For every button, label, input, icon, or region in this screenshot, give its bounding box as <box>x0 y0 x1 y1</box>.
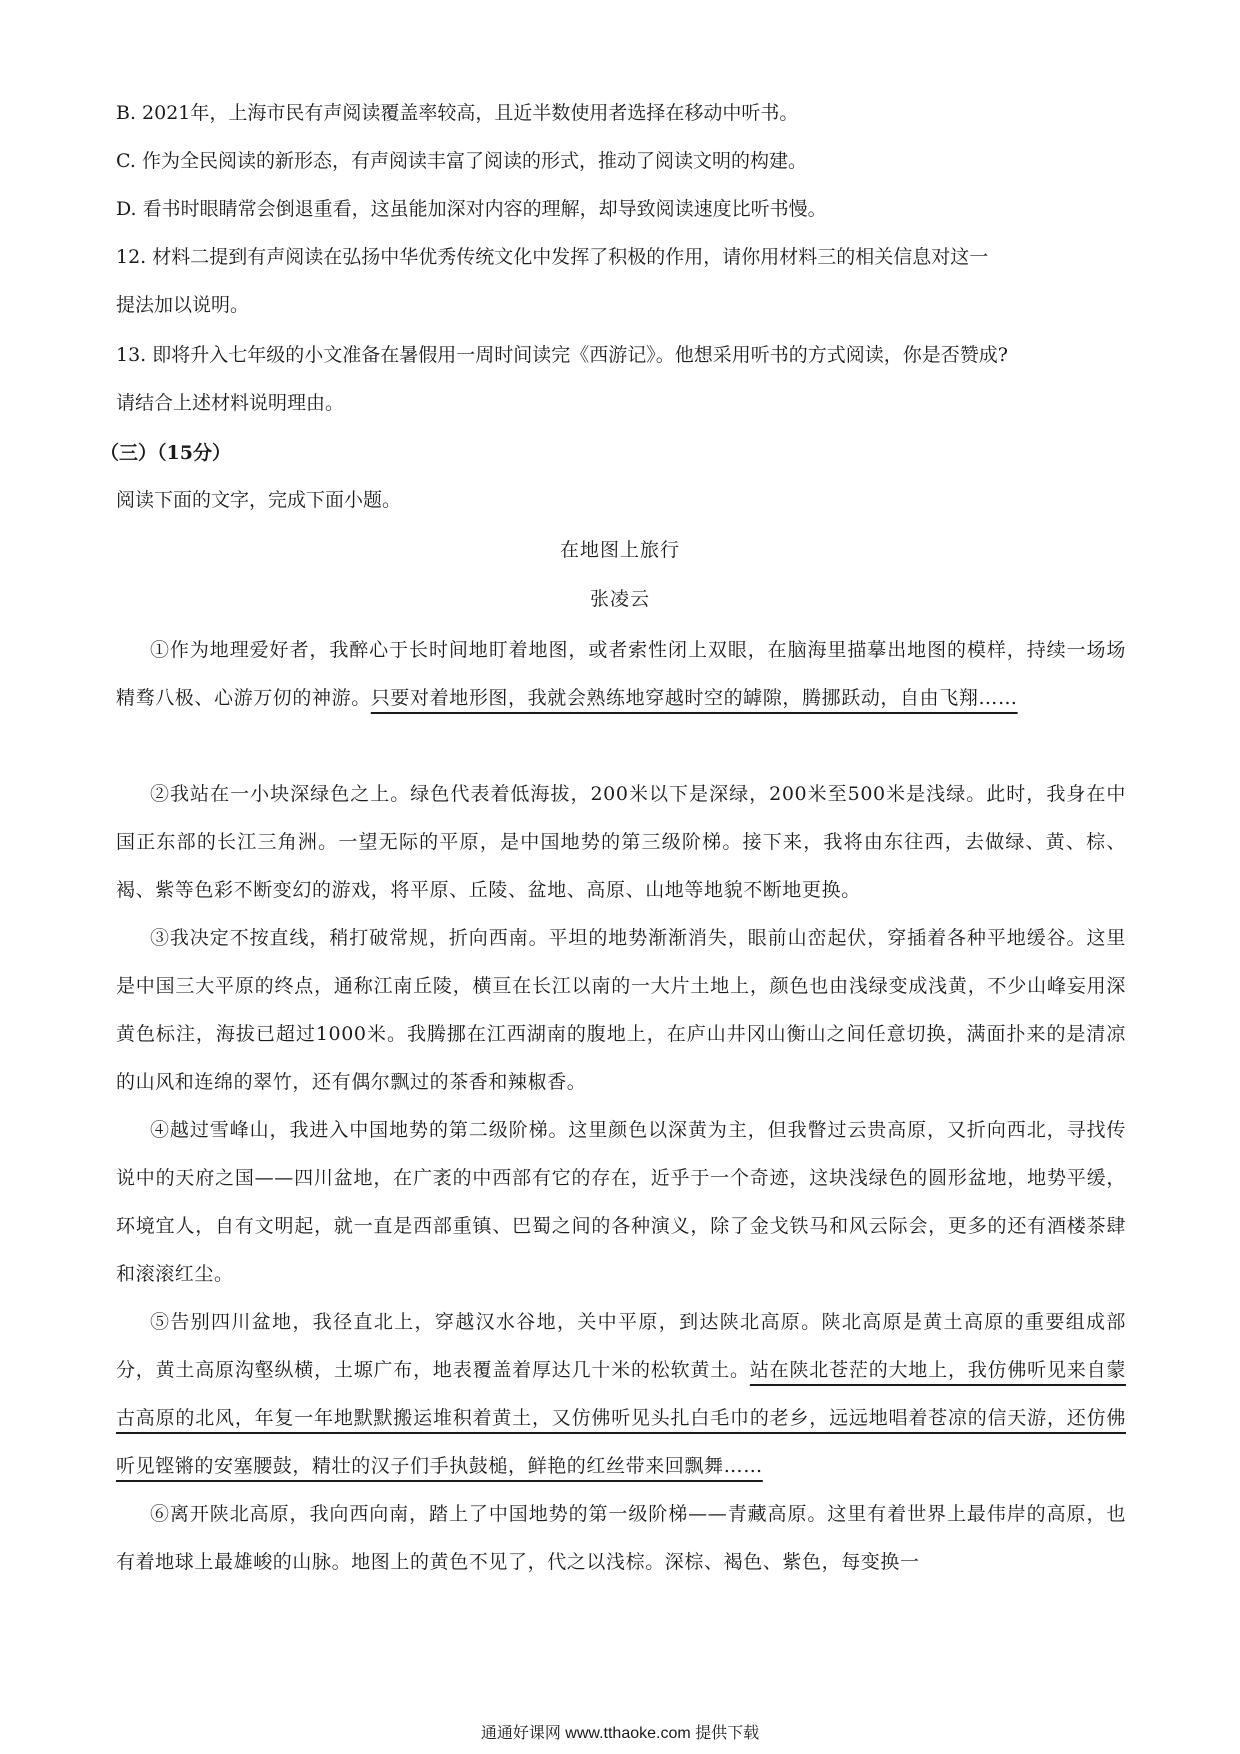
paragraph-1-text: ①作为地理爱好者，我醉心于长时间地盯着地图，或者索性闭上双眼，在脑海里描摹出地图的模样，持续一场场精骛八极、心游万仞的神游。 <box>116 639 1126 709</box>
article-title: 在地图上旅行 <box>559 539 680 561</box>
paragraph-3: ③我决定不按直线，稍打破常规，折向西南。平坦的地势渐渐消失，眼前山峦起伏，穿插着各种平地缓谷。这里是中国三大平原的终点，通称江南丘陵，横亘在长江以南的一大片土地上，颜色也由浅绿变成浅黄，不少山峰妄用深黄色标注，海拔已超过1000米。我腾挪在江西湖南的腹地上，在庐山井冈山衡山之间任意切换，满面扑来的是清凉的山风和连绵的翠竹，还有偶尔飘过的茶香和辣椒香。 <box>116 927 1126 1093</box>
paragraph-5-underlined: 站在陕北苍茫的大地上，我仿佛听见来自蒙古高原的北风，年复一年地默默搬运堆积着黄土，又仿佛听见头扎白毛巾的老乡，远远地唱着苍凉的信天游，还仿佛听见铿锵的安塞腰鼓，精壮的汉子们手执鼓槌，鲜艳的红丝带来回飘舞…… <box>116 1359 1127 1477</box>
section-instruction: 阅读下面的文字，完成下面小题。 <box>116 489 402 511</box>
article-author: 张凌云 <box>589 588 650 610</box>
paragraph-6: ⑥离开陕北高原，我向西向南，踏上了中国地势的第一级阶梯——青藏高原。这里有着世界上最伟岸的高原，也有着地球上最雄峻的山脉。地图上的黄色不见了，代之以浅棕。深棕、褐色、紫色，每变换一 <box>116 1503 1126 1573</box>
section-heading: （三）（15分） <box>100 442 231 464</box>
question-13-line-1: 13. 即将升入七年级的小文准备在暑假用一周时间读完《西游记》。他想采用听书的方式阅读，你是否赞成? <box>116 344 1008 366</box>
option-b: B. 2021年，上海市民有声阅读覆盖率较高，且近半数使用者选择在移动中听书。 <box>116 102 799 124</box>
option-d: D. 看书时眼睛常会倒退重看，这虽能加深对内容的理解，却导致阅读速度比听书慢。 <box>116 198 827 220</box>
paragraph-2: ②我站在一小块深绿色之上。绿色代表着低海拔，200米以下是深绿，200米至500米是浅绿。此时，我身在中国正东部的长江三角洲。一望无际的平原，是中国地势的第三级阶梯。接下来，我将由东往西，去做绿、黄、棕、褐、紫等色彩不断变幻的游戏，将平原、丘陵、盆地、高原、山地等地貌不断地更换。 <box>116 783 1126 901</box>
option-c: C. 作为全民阅读的新形态，有声阅读丰富了阅读的形式，推动了阅读文明的构建。 <box>116 150 807 172</box>
question-12-line-2: 提法加以说明。 <box>116 294 250 316</box>
paragraph-5 <box>116 1298 1126 1490</box>
footer-source: 通通好课网 www.tthaoke.com 提供下载 <box>480 1725 760 1742</box>
question-12-line-1: 12. 材料二提到有声阅读在弘扬中华优秀传统文化中发挥了积极的作用，请你用材料三的相关信息对这一 <box>116 246 989 268</box>
paragraph-5-text: ⑤告别四川盆地，我径直北上，穿越汉水谷地，关中平原，到达陕北高原。陕北高原是黄土高原的重要组成部分，黄土高原沟壑纵横，土塬广布，地表覆盖着厚达几十米的松软黄土。 <box>116 1311 1126 1381</box>
question-13-line-2: 请结合上述材料说明理由。 <box>116 392 345 414</box>
paragraph-4: ④越过雪峰山，我进入中国地势的第二级阶梯。这里颜色以深黄为主，但我瞥过云贵高原，又折向西北，寻找传说中的天府之国——四川盆地，在广袤的中西部有它的存在，近乎于一个奇迹，这块浅绿色的圆形盆地，地势平缓，环境宜人，自有文明起，就一直是西部重镇、巴蜀之间的各种演义，除了金戈铁马和风云际会，更多的还有酒楼茶肆和滚滚红尘。 <box>116 1119 1126 1285</box>
paragraph-1-underlined: 只要对着地形图，我就会熟练地穿越时空的罅隙，腾挪跃动，自由飞翔…… <box>370 687 1018 709</box>
paragraph-1 <box>116 626 1126 722</box>
